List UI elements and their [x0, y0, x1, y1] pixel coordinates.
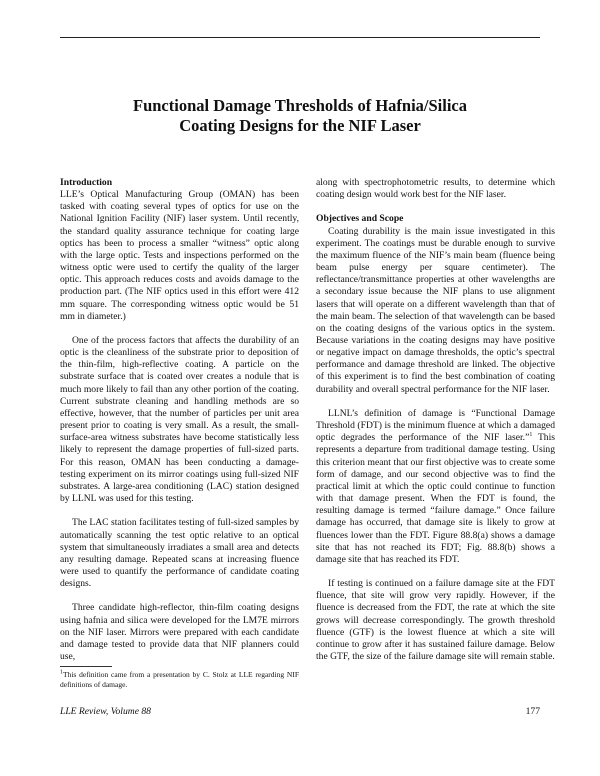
intro-paragraph-1: LLE’s Optical Manufacturing Group (OMAN) has been tasked with coating several types of optics for use on the National Ignition Facility (NIF) laser system. Until recently, the standard quality assurance technique for coating large optics has been to process a smaller “witness” optic along with the large optic. Tests and inspections performed on the witness optic were used to certify the quality of the larger optic. This approach reduces costs and avoids damage to the production part. (The NIF optics used in this effort were 412 mm square. The corresponding witness optic would be 51 mm in diameter.) [60, 189, 299, 322]
journal-footer: LLE Review, Volume 88 [60, 706, 151, 717]
header-rule [60, 37, 540, 38]
right-column [316, 177, 555, 663]
objectives-paragraph-3: If testing is continued on a failure damage site at the FDT fluence, that site will grow very rapidly. However, if the fluence is decreased from the FDT, the rate at which the site grows will decrease correspondingly. The growth threshold fluence (GTF) is the lowest fluence at which a site will continue to grow after it has sustained failure damage. Below the GTF, the size of the failure damage site will remain stable. [316, 578, 555, 663]
footnote-reference: 1 [529, 432, 533, 439]
title-line-2: Coating Designs for the NIF Laser [179, 116, 421, 135]
fdt-definition-text: LLNL’s definition of damage is “Functional Damage Threshold (FDT) is the minimum fluence at which a damaged optic degrades the performance of the NIF laser.” [316, 407, 555, 444]
footnote-text: This definition came from a presentation by C. Stolz at LLE regarding NIF definitions of damage. [60, 670, 299, 689]
objectives-paragraph-2 [316, 408, 555, 566]
introduction-heading: Introduction [60, 177, 113, 188]
intro-paragraph-2: One of the process factors that affects the durability of an optic is the cleanliness of the substrate prior to deposition of the thin-film, high-reflective coating. A particle on the substrate surface that is coated over creates a nodule that is much more likely to fail than any other portion of the coating. Current substrate cleaning and handling methods are so effective, however, that the number of particles per unit area present prior to coating is very small. As a result, the small-surface-area witness substrates have become statistically less likely to represent the damage properties of full-sized parts. For this reason, OMAN has been conducting a damage-testing experiment on its mirror coatings using full-sized NIF substrates. A large-area conditioning (LAC) station designed by LLNL was used for this testing. [60, 335, 299, 505]
intro-paragraph-3: The LAC station facilitates testing of full-sized samples by automatically scanning the test optic relative to an optical system that simultaneously irradiates a small area and detects any resulting damage. Repeated scans at increasing fluence were used to quantify the performance of candidate coating designs. [60, 517, 299, 590]
page-number: 177 [525, 706, 540, 717]
title-line-1: Functional Damage Thresholds of Hafnia/Silica [132, 96, 467, 115]
intro-paragraph-4: Three candidate high-reflector, thin-film coating designs using hafnia and silica were developed for the LM7E mirrors on the NIF laser. Mirrors were prepared with each candidate and damage tested to provide data that NIF planners could use, [60, 602, 299, 663]
objectives-paragraph-1: Coating durability is the main issue investigated in this experiment. The coatings must be durable enough to survive the maximum fluence of the NIF’s main beam (fluence being beam pulse energy per square centimeter). The reflectance/transmittance properties at other wavelengths are a secondary issue because the NIF plans to use alignment lasers that will operate on a different wavelength than that of the main beam. The selection of that wavelength can be based on the coating designs of the various optics in the system. Because variations in the coating designs may have positive or negative impact on damage thresholds, the optic’s spectral performance and damage threshold are linked. The objective of this experiment is to find the best combination of coating durability and overall spectral performance for the NIF laser. [316, 225, 555, 395]
objectives-heading: Objectives and Scope [316, 213, 404, 225]
fdt-definition-continued: This represents a departure from traditional damage testing. Using this criterion meant that our first objective was to create some form of damage, and our second objective was to find the practical limit at which the optic could continue to function with that damage present. When the FDT is found, the resulting damage is termed “failure damage.” Once failure damage has occurred, that damage site is likely to grow at fluences lower than the FDT. Figure 88.8(a) shows a damage site that has not reached its FDT; Fig. 88.8(b) shows a damage site that has reached its FDT. [316, 432, 556, 565]
paper-title [60, 96, 540, 136]
footnote-rule [60, 666, 112, 667]
left-column [60, 177, 299, 663]
footnote [60, 670, 299, 690]
footnote-marker: 1 [60, 669, 63, 676]
intro-paragraph-4-continued: along with spectrophotometric results, to determine which coating design would work best for the NIF laser. [316, 177, 555, 201]
